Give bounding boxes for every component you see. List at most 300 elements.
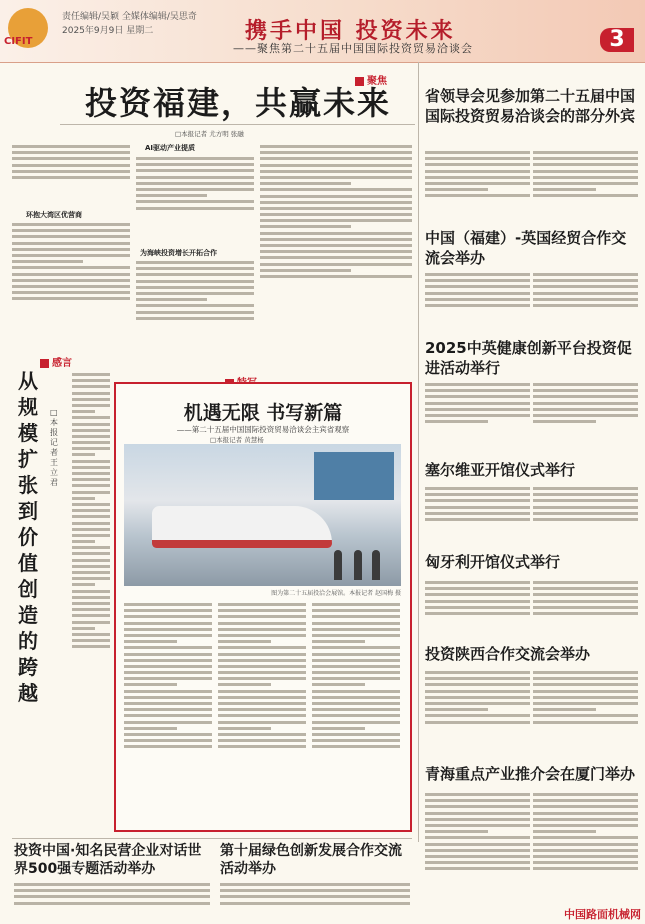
text-line [425, 855, 530, 858]
lead-body-col1b [12, 220, 130, 348]
text-line [425, 304, 530, 307]
text-line [124, 646, 212, 649]
text-line [533, 696, 638, 699]
text-line [425, 836, 530, 839]
text-line [425, 818, 530, 821]
photo-caption: 图为第二十五届投洽会展馆。本报记者 赵国梅 摄 [271, 590, 401, 597]
text-line [533, 408, 638, 411]
news-title: 省领导会见参加第二十五届中国国际投资贸易洽谈会的部分外宾 [425, 87, 636, 125]
text-line [72, 423, 110, 426]
text-line [136, 261, 254, 264]
text-line [533, 512, 638, 515]
text-line [533, 606, 638, 609]
text-line [533, 194, 638, 197]
text-line [12, 151, 130, 154]
text-line [260, 238, 412, 241]
text-line [12, 170, 130, 173]
text-line [72, 491, 110, 494]
text-line [425, 402, 530, 405]
text-line [124, 615, 212, 618]
text-line [72, 441, 110, 444]
text-line [72, 571, 110, 574]
text-line [72, 392, 110, 395]
text-line [124, 696, 212, 699]
text-line [12, 266, 130, 269]
text-line [136, 169, 254, 172]
text-line [124, 659, 212, 662]
news-body [425, 484, 530, 546]
text-line [72, 614, 110, 617]
text-line [218, 615, 306, 618]
text-line [425, 176, 530, 179]
news-body [533, 270, 638, 332]
text-line [425, 587, 530, 590]
text-line [72, 484, 110, 487]
news-body [425, 380, 530, 452]
text-line [12, 242, 130, 245]
text-line [124, 622, 212, 625]
text-line [218, 646, 306, 649]
text-line [72, 608, 110, 611]
display-screen [314, 452, 394, 500]
text-line [72, 509, 110, 512]
text-line [312, 609, 400, 612]
text-line [124, 628, 212, 631]
text-line [136, 207, 254, 210]
text-line [312, 646, 400, 649]
text-line [220, 902, 410, 905]
text-line [312, 634, 400, 637]
text-line [312, 745, 400, 748]
text-line [425, 606, 530, 609]
text-line [260, 151, 412, 154]
text-line [124, 721, 212, 724]
exhibition-photo [124, 444, 401, 586]
text-line [12, 254, 130, 257]
text-line [72, 596, 110, 599]
text-line [533, 818, 638, 821]
text-line [218, 708, 306, 711]
feature-body-col2 [218, 600, 306, 826]
text-line [220, 895, 410, 898]
text-line [425, 849, 530, 852]
date-line: 2025年9月9日 星期二 [62, 26, 154, 36]
text-line [136, 317, 254, 320]
text-line [124, 708, 212, 711]
text-line [12, 157, 130, 160]
text-line [533, 812, 638, 815]
text-line [425, 600, 530, 603]
commentary-tag: 感言 [40, 354, 72, 369]
news-body [425, 668, 530, 758]
text-line [72, 453, 95, 456]
text-line [218, 714, 306, 717]
text-line [425, 163, 530, 166]
text-line [14, 889, 210, 892]
text-line [124, 677, 212, 680]
text-line [312, 683, 365, 686]
text-line [425, 383, 530, 386]
text-line [218, 640, 271, 643]
text-line [533, 273, 638, 276]
text-line [425, 395, 530, 398]
text-line [533, 176, 638, 179]
lead-body-col3 [260, 142, 412, 350]
text-line [533, 285, 638, 288]
lead-byline: □本报记者 尤方明 张融 [175, 130, 244, 138]
text-line [12, 260, 83, 263]
text-line [533, 518, 638, 521]
text-line [533, 402, 638, 405]
text-line [425, 721, 530, 724]
lead-title: 投资福建，共赢未来 [85, 84, 392, 122]
text-line [14, 902, 210, 905]
text-line [136, 194, 207, 197]
text-line [533, 708, 596, 711]
text-line [425, 279, 530, 282]
feature-byline: □本报记者 黄慧杨 [210, 436, 264, 444]
lead-section-heading: 为海峡投资增长开拓合作 [140, 249, 217, 257]
text-line [220, 883, 410, 886]
text-line [72, 478, 110, 481]
text-line [72, 472, 110, 475]
text-line [533, 487, 638, 490]
focus-tag: 聚焦 [355, 72, 387, 87]
text-line [533, 683, 638, 686]
text-line [12, 223, 130, 226]
text-line [533, 298, 638, 301]
text-line [312, 721, 400, 724]
text-line [533, 383, 638, 386]
text-line [72, 398, 110, 401]
text-line [425, 157, 530, 160]
text-line [124, 634, 212, 637]
text-line [124, 714, 212, 717]
text-line [260, 157, 412, 160]
text-line [218, 622, 306, 625]
text-line [533, 170, 638, 173]
text-line [72, 410, 95, 413]
text-line [260, 269, 351, 272]
news-title: 2025中英健康创新平台投资促进活动举行 [425, 339, 632, 377]
text-line [312, 739, 400, 742]
lead-body-col2b [136, 258, 254, 350]
text-line [124, 702, 212, 705]
text-line [533, 714, 638, 717]
text-line [218, 628, 306, 631]
text-line [218, 659, 306, 662]
text-line [124, 727, 177, 730]
text-line [136, 182, 254, 185]
text-line [72, 497, 95, 500]
lead-section-heading: AI驱动产业提质 [145, 144, 196, 152]
text-line [72, 373, 110, 376]
text-line [218, 745, 306, 748]
divider [12, 838, 412, 839]
bottom-left-body [14, 880, 210, 920]
text-line [425, 151, 530, 154]
text-line [260, 201, 412, 204]
text-line [312, 727, 365, 730]
text-line [12, 145, 130, 148]
text-line [425, 414, 530, 417]
text-line [533, 671, 638, 674]
text-line [312, 696, 400, 699]
text-line [425, 830, 488, 833]
news-body [425, 270, 530, 332]
text-line [425, 285, 530, 288]
text-line [425, 702, 530, 705]
text-line [12, 235, 130, 238]
news-body [533, 668, 638, 758]
text-line [136, 292, 254, 295]
bottom-left-title: 投资中国·知名民营企业对话世界500强专题活动举办 [14, 843, 202, 877]
text-line [425, 677, 530, 680]
text-line [533, 593, 638, 596]
text-line [425, 612, 530, 615]
text-line [533, 861, 638, 864]
text-line [72, 515, 110, 518]
text-line [533, 843, 638, 846]
lead-body-col2 [136, 154, 254, 244]
divider [60, 124, 415, 125]
text-line [533, 292, 638, 295]
text-line [72, 645, 110, 648]
text-line [533, 188, 596, 191]
text-line [533, 824, 638, 827]
text-line [72, 577, 110, 580]
text-line [72, 379, 110, 382]
text-line [218, 677, 306, 680]
text-line [425, 487, 530, 490]
text-line [218, 696, 306, 699]
text-line [425, 861, 530, 864]
feature-subtitle: ——第二十五届中国国际投资贸易洽谈会主宾省观察 [176, 425, 350, 434]
text-line [72, 639, 110, 642]
commentary-byline: □本报记者 王立君 [50, 408, 58, 487]
watermark: 中国路面机械网 [564, 908, 641, 921]
text-line [425, 799, 530, 802]
text-line [533, 612, 638, 615]
text-line [533, 867, 638, 870]
text-line [425, 292, 530, 295]
text-line [218, 671, 306, 674]
text-line [312, 665, 400, 668]
text-line [124, 640, 177, 643]
text-line [124, 683, 177, 686]
text-line [124, 609, 212, 612]
text-line [260, 256, 412, 259]
text-line [12, 279, 130, 282]
text-line [260, 213, 412, 216]
text-line [72, 546, 110, 549]
text-line [425, 408, 530, 411]
news-title: 投资陕西合作交流会举办 [425, 645, 591, 663]
text-line [533, 855, 638, 858]
text-line [533, 836, 638, 839]
editor-line: 责任编辑/吴颖 全媒体编辑/吴思奇 [62, 12, 197, 22]
text-line [136, 286, 254, 289]
text-line [425, 298, 530, 301]
text-line [312, 714, 400, 717]
text-line [425, 506, 530, 509]
text-line [260, 195, 412, 198]
feature-body-col1 [124, 600, 212, 826]
text-line [72, 590, 110, 593]
text-line [425, 389, 530, 392]
text-line [12, 229, 130, 232]
header-meta [62, 10, 197, 38]
text-line [72, 602, 110, 605]
text-line [218, 739, 306, 742]
news-body [533, 148, 638, 222]
text-line [124, 603, 212, 606]
text-line [124, 690, 212, 693]
text-line [425, 182, 530, 185]
text-line [533, 182, 638, 185]
text-line [260, 188, 412, 191]
text-line [312, 677, 400, 680]
news-body [425, 790, 530, 918]
text-line [260, 170, 412, 173]
text-line [533, 581, 638, 584]
text-line [72, 540, 95, 543]
text-line [312, 690, 400, 693]
text-line [533, 587, 638, 590]
text-line [72, 552, 110, 555]
text-line [220, 889, 410, 892]
text-line [136, 176, 254, 179]
text-line [72, 429, 110, 432]
text-line [533, 793, 638, 796]
bottom-mid-title: 第十届绿色创新发展合作交流活动举办 [220, 843, 402, 877]
text-line [425, 690, 530, 693]
text-line [260, 219, 412, 222]
text-line [218, 690, 306, 693]
text-line [425, 420, 488, 423]
news-body [533, 790, 638, 910]
text-line [260, 232, 412, 235]
text-line [533, 506, 638, 509]
text-line [425, 581, 530, 584]
text-line [425, 593, 530, 596]
text-line [72, 404, 110, 407]
text-line [425, 708, 488, 711]
text-line [533, 499, 638, 502]
text-line [124, 733, 212, 736]
news-title: 塞尔维亚开馆仪式举行 [425, 461, 576, 479]
text-line [124, 745, 212, 748]
text-line [72, 466, 110, 469]
text-line [218, 665, 306, 668]
text-line [218, 634, 306, 637]
text-line [425, 793, 530, 796]
text-line [136, 298, 207, 301]
news-body [533, 484, 638, 546]
news-body [533, 380, 638, 452]
text-line [533, 414, 638, 417]
news-body [425, 148, 530, 222]
news-title: 青海重点产业推介会在厦门举办 [425, 765, 636, 783]
text-line [72, 522, 110, 525]
text-line [533, 163, 638, 166]
text-line [260, 244, 412, 247]
feature-title: 机遇无限 书写新篇 [183, 402, 343, 424]
news-body [425, 578, 530, 638]
text-line [72, 627, 95, 630]
text-line [260, 225, 351, 228]
text-line [218, 733, 306, 736]
text-line [218, 603, 306, 606]
text-line [312, 708, 400, 711]
commentary-body [72, 370, 110, 790]
text-line [72, 565, 110, 568]
text-line [218, 721, 306, 724]
news-body [533, 578, 638, 638]
text-line [312, 603, 400, 606]
text-line [14, 895, 210, 898]
text-line [533, 157, 638, 160]
text-line [72, 460, 110, 463]
page-subtitle: ——聚焦第二十五届中国国际投资贸易洽谈会 [233, 42, 473, 55]
text-line [533, 799, 638, 802]
bottom-mid-body [220, 880, 410, 920]
text-line [124, 653, 212, 656]
text-line [425, 170, 530, 173]
text-line [533, 493, 638, 496]
text-line [425, 843, 530, 846]
text-line [312, 628, 400, 631]
text-line [12, 273, 130, 276]
text-line [218, 653, 306, 656]
text-line [12, 176, 130, 179]
visitor-figure [354, 550, 362, 580]
text-line [72, 534, 110, 537]
text-line [533, 830, 596, 833]
text-line [533, 395, 638, 398]
text-line [533, 279, 638, 282]
text-line [136, 304, 254, 307]
text-line [12, 248, 130, 251]
text-line [260, 275, 412, 278]
text-line [218, 727, 271, 730]
text-line [72, 528, 110, 531]
text-line [218, 683, 271, 686]
news-title: 匈牙利开馆仪式举行 [425, 553, 561, 571]
feature-body-col3 [312, 600, 400, 826]
lead-body-col1 [12, 142, 130, 204]
text-line [12, 291, 130, 294]
text-line [425, 696, 530, 699]
text-line [533, 600, 638, 603]
text-line [425, 188, 488, 191]
text-line [312, 659, 400, 662]
text-line [425, 273, 530, 276]
text-line [136, 157, 254, 160]
text-line [12, 164, 130, 167]
news-title: 中国（福建）-英国经贸合作交流会举办 [425, 229, 627, 267]
text-line [260, 164, 412, 167]
text-line [136, 267, 254, 270]
text-line [260, 145, 412, 148]
text-line [425, 671, 530, 674]
text-line [533, 721, 638, 724]
text-line [260, 176, 412, 179]
text-line [533, 702, 638, 705]
text-line [312, 615, 400, 618]
text-line [72, 416, 110, 419]
text-line [136, 311, 254, 314]
